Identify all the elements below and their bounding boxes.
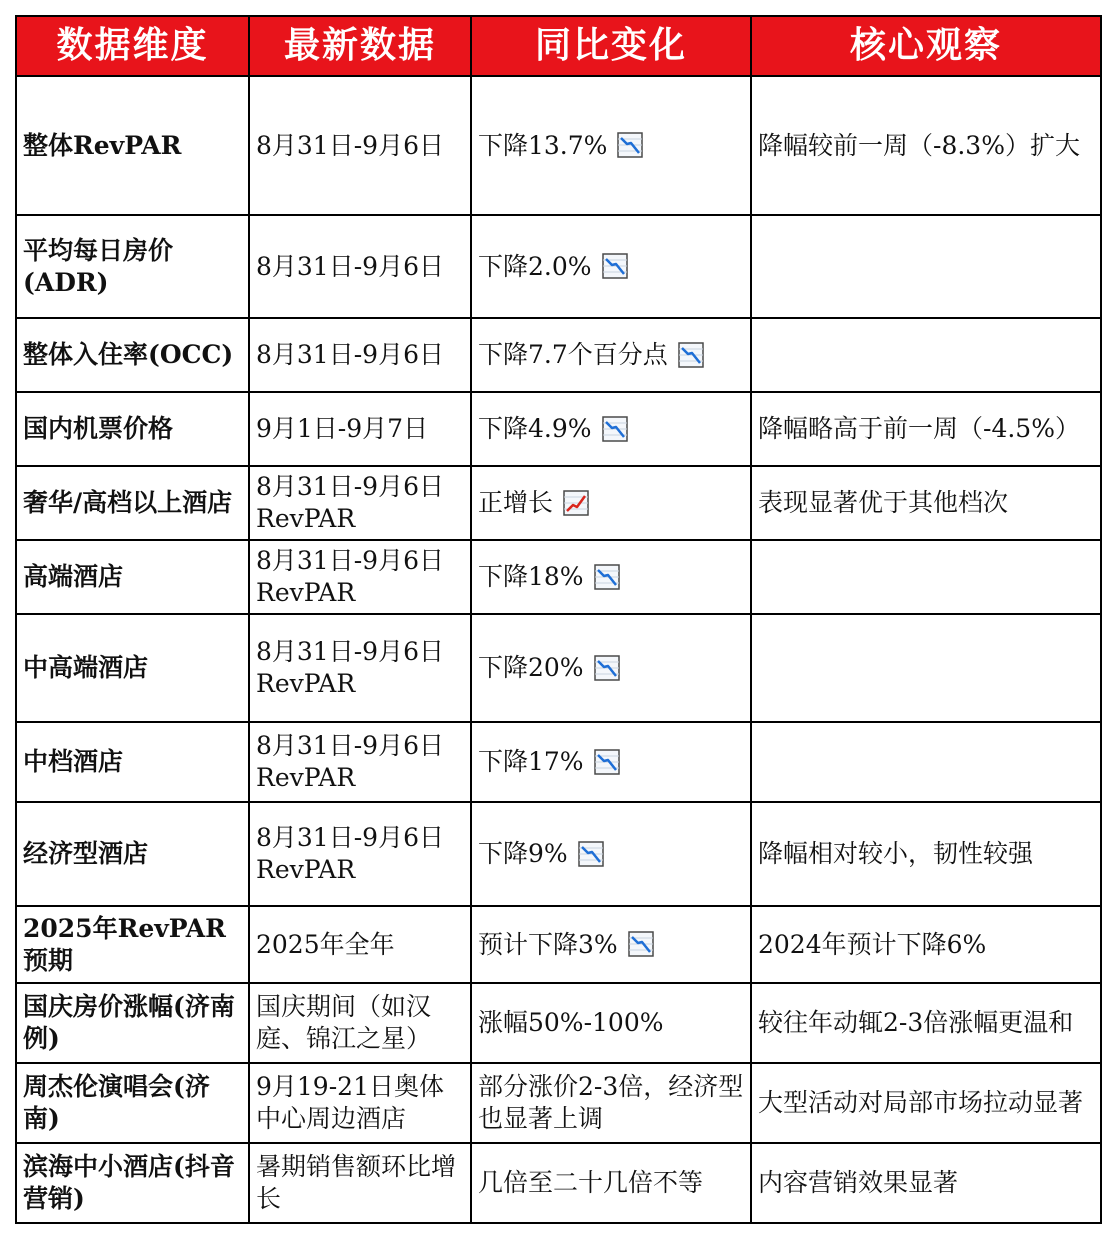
period-text: 8月31日-9月6日 RevPAR [256, 731, 444, 792]
header-cell: 最新数据 [249, 16, 471, 76]
period-text: 8月31日-9月6日 RevPAR [256, 637, 444, 698]
change-cell [471, 215, 751, 318]
chart-down-icon [578, 841, 604, 867]
dimension-text: 2025年RevPAR预期 [23, 913, 226, 975]
header-row [16, 16, 1101, 76]
dimension-text: 周杰伦演唱会(济南) [23, 1072, 210, 1133]
dimension-text: 国庆房价涨幅(济南例) [23, 992, 235, 1053]
table-row [16, 540, 1101, 614]
table-row [16, 318, 1101, 392]
period-text: 2025年全年 [256, 929, 395, 959]
chart-down-icon [628, 931, 654, 957]
change-cell [471, 76, 751, 215]
header-cell: 数据维度 [16, 16, 249, 76]
data-table [15, 15, 1102, 1224]
header-cell: 核心观察 [751, 16, 1101, 76]
period-cell [249, 1063, 471, 1143]
observation-text: 内容营销效果显著 [758, 1168, 959, 1197]
dimension-text: 中高端酒店 [23, 653, 149, 682]
period-cell [249, 540, 471, 614]
period-cell [249, 318, 471, 392]
dimension-cell [16, 466, 249, 540]
observation-text: 表现显著优于其他档次 [758, 488, 1009, 517]
change-text: 下降7.7个百分点 [478, 340, 668, 369]
dimension-text: 整体入住率(OCC) [23, 340, 234, 369]
chart-down-icon [602, 253, 628, 279]
observation-cell [751, 392, 1101, 466]
table-row [16, 215, 1101, 318]
dimension-cell [16, 1063, 249, 1143]
observation-text: 较往年动辄2-3倍涨幅更温和 [758, 1008, 1074, 1037]
chart-down-icon [602, 416, 628, 442]
dimension-text: 滨海中小酒店(抖音营销) [23, 1152, 235, 1213]
chart-up-icon [563, 490, 589, 516]
period-text: 9月1日-9月7日 [256, 414, 429, 443]
dimension-text: 高端酒店 [23, 562, 124, 591]
observation-text: 降幅略高于前一周（-4.5%） [758, 414, 1080, 443]
change-cell [471, 392, 751, 466]
table-row [16, 466, 1101, 540]
change-cell [471, 983, 751, 1063]
change-text: 下降9% [478, 839, 568, 868]
change-text: 预计下降3% [478, 929, 618, 959]
observation-cell [751, 983, 1101, 1063]
observation-cell [751, 215, 1101, 318]
period-cell [249, 906, 471, 983]
period-cell [249, 466, 471, 540]
period-text: 8月31日-9月6日 RevPAR [256, 823, 444, 884]
change-cell [471, 722, 751, 802]
change-text: 下降20% [478, 653, 584, 682]
dimension-text: 整体RevPAR [23, 130, 182, 160]
observation-cell [751, 1143, 1101, 1223]
table-row [16, 1063, 1101, 1143]
dimension-cell [16, 722, 249, 802]
observation-text: 大型活动对局部市场拉动显著 [758, 1088, 1084, 1117]
period-cell [249, 392, 471, 466]
period-cell [249, 983, 471, 1063]
observation-cell [751, 722, 1101, 802]
period-cell [249, 722, 471, 802]
dimension-text: 经济型酒店 [23, 839, 149, 868]
change-text: 下降13.7% [478, 130, 608, 160]
table-row [16, 392, 1101, 466]
period-text: 8月31日-9月6日 [256, 340, 444, 369]
change-cell [471, 540, 751, 614]
table-row [16, 1143, 1101, 1223]
dimension-cell [16, 215, 249, 318]
period-text: 8月31日-9月6日 RevPAR [256, 546, 444, 607]
change-cell [471, 1063, 751, 1143]
change-text: 下降2.0% [478, 251, 592, 281]
dimension-cell [16, 1143, 249, 1223]
chart-down-icon [678, 342, 704, 368]
observation-cell [751, 540, 1101, 614]
table-row [16, 722, 1101, 802]
dimension-cell [16, 802, 249, 906]
table-row [16, 906, 1101, 983]
dimension-cell [16, 983, 249, 1063]
observation-cell [751, 906, 1101, 983]
change-cell [471, 802, 751, 906]
dimension-text: 中档酒店 [23, 747, 124, 776]
dimension-text: 奢华/高档以上酒店 [23, 488, 233, 517]
period-cell [249, 1143, 471, 1223]
chart-down-icon [594, 749, 620, 775]
period-cell [249, 802, 471, 906]
chart-down-icon [617, 132, 643, 158]
dimension-cell [16, 540, 249, 614]
change-cell [471, 906, 751, 983]
period-cell [249, 76, 471, 215]
header-cell: 同比变化 [471, 16, 751, 76]
observation-cell [751, 614, 1101, 722]
period-cell [249, 614, 471, 722]
observation-cell [751, 1063, 1101, 1143]
change-cell [471, 614, 751, 722]
dimension-cell [16, 76, 249, 215]
change-cell [471, 1143, 751, 1223]
dimension-cell [16, 318, 249, 392]
change-text: 下降17% [478, 747, 584, 776]
observation-cell [751, 802, 1101, 906]
period-cell [249, 215, 471, 318]
observation-cell [751, 76, 1101, 215]
period-text: 暑期销售额环比增长 [256, 1152, 457, 1213]
change-cell [471, 318, 751, 392]
table-body [16, 76, 1101, 1223]
chart-down-icon [594, 564, 620, 590]
table-row [16, 614, 1101, 722]
change-text: 部分涨价2-3倍，经济型也显著上调 [478, 1072, 744, 1133]
chart-down-icon [594, 655, 620, 681]
period-text: 9月19-21日奥体中心周边酒店 [256, 1072, 444, 1133]
period-text: 8月31日-9月6日 [256, 130, 444, 160]
change-text: 几倍至二十几倍不等 [478, 1168, 704, 1197]
table-row [16, 983, 1101, 1063]
change-cell [471, 466, 751, 540]
change-text: 正增长 [478, 488, 554, 517]
dimension-cell [16, 906, 249, 983]
dimension-cell [16, 614, 249, 722]
period-text: 8月31日-9月6日 RevPAR [256, 472, 444, 533]
period-text: 8月31日-9月6日 [256, 251, 444, 281]
observation-cell [751, 318, 1101, 392]
observation-cell [751, 466, 1101, 540]
observation-text: 降幅较前一周（-8.3%）扩大 [758, 130, 1080, 160]
table-row [16, 76, 1101, 215]
observation-text: 降幅相对较小，韧性较强 [758, 839, 1034, 868]
dimension-cell [16, 392, 249, 466]
change-text: 下降4.9% [478, 414, 592, 443]
period-text: 国庆期间（如汉庭、锦江之星） [256, 992, 432, 1053]
change-text: 下降18% [478, 562, 584, 591]
change-text: 涨幅50%-100% [478, 1008, 664, 1037]
table-row [16, 802, 1101, 906]
dimension-text: 国内机票价格 [23, 414, 174, 443]
observation-text: 2024年预计下降6% [758, 929, 987, 959]
dimension-text: 平均每日房价(ADR) [23, 235, 174, 297]
